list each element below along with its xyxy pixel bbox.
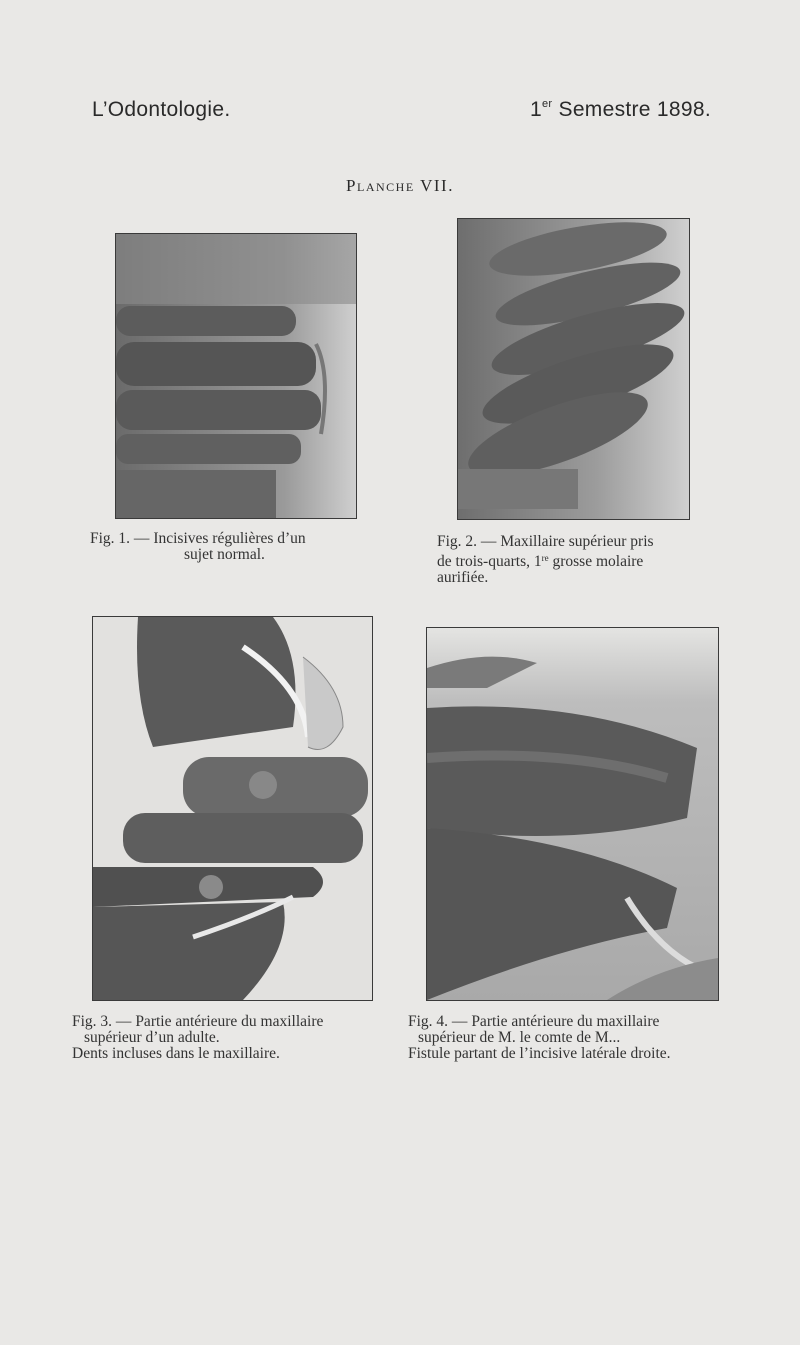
journal-title: L’Odontologie.	[92, 98, 231, 121]
figure-3-caption-text-1: Partie antérieure du maxillaire	[135, 1013, 324, 1030]
figure-2-caption-line-1	[437, 534, 737, 550]
figure-1-caption-line-1	[90, 531, 390, 547]
figure-2-caption-line-3	[437, 570, 737, 586]
figure-4-caption-line-2	[408, 1030, 758, 1046]
figure-4-label: Fig. 4. —	[408, 1013, 468, 1030]
semester-suffix: er	[541, 98, 553, 110]
figure-4-caption-text-2: supérieur de M. le comte de M...	[418, 1029, 621, 1046]
figure-1-caption-line-2	[90, 547, 390, 563]
figure-2-radiograph	[457, 218, 690, 520]
figure-4-radiograph	[426, 627, 719, 1001]
figure-4-caption	[408, 1014, 758, 1062]
figure-3-caption-text-3: Dents incluses dans le maxillaire.	[72, 1045, 280, 1062]
figure-4-caption-text-1: Partie antérieure du maxillaire	[471, 1013, 660, 1030]
figure-2-caption-text-1: Maxillaire supérieur pris	[500, 533, 654, 550]
semester-header	[530, 98, 711, 122]
figure-3-radiograph	[92, 616, 373, 1001]
figure-2-caption-text-2a: de trois-quarts, 1	[437, 553, 542, 570]
figure-2-caption-text-2b: grosse molaire	[552, 553, 644, 570]
figure-3-label: Fig. 3. —	[72, 1013, 132, 1030]
figure-2-caption-line-2	[437, 550, 737, 570]
semester-number: 1	[530, 98, 542, 121]
figure-1-caption-text-1: Incisives régulières d’un	[153, 530, 306, 547]
figure-3-caption	[72, 1014, 402, 1062]
semester-text: Semestre 1898.	[558, 98, 711, 121]
figure-1-caption	[90, 531, 390, 563]
figure-2-label: Fig. 2. —	[437, 533, 497, 550]
figure-3-caption-line-2	[72, 1030, 402, 1046]
figure-3-caption-text-2: supérieur d’un adulte.	[84, 1029, 220, 1046]
figure-4-caption-line-1	[408, 1014, 758, 1030]
figure-3-caption-line-1	[72, 1014, 402, 1030]
figure-2-caption	[437, 534, 737, 586]
figure-3-caption-line-3	[72, 1046, 402, 1062]
plate-title: Planche VII.	[346, 176, 454, 195]
figure-4-caption-text-3: Fistule partant de l’incisive latérale droite.	[408, 1045, 671, 1062]
figure-1-label: Fig. 1. —	[90, 530, 150, 547]
figure-2-caption-text-3: aurifiée.	[437, 569, 489, 586]
figure-4-caption-line-3	[408, 1046, 758, 1062]
figure-1-caption-text-2: sujet normal.	[184, 546, 265, 563]
figure-1-radiograph	[115, 233, 357, 519]
figure-2-caption-sup: re	[541, 553, 549, 563]
